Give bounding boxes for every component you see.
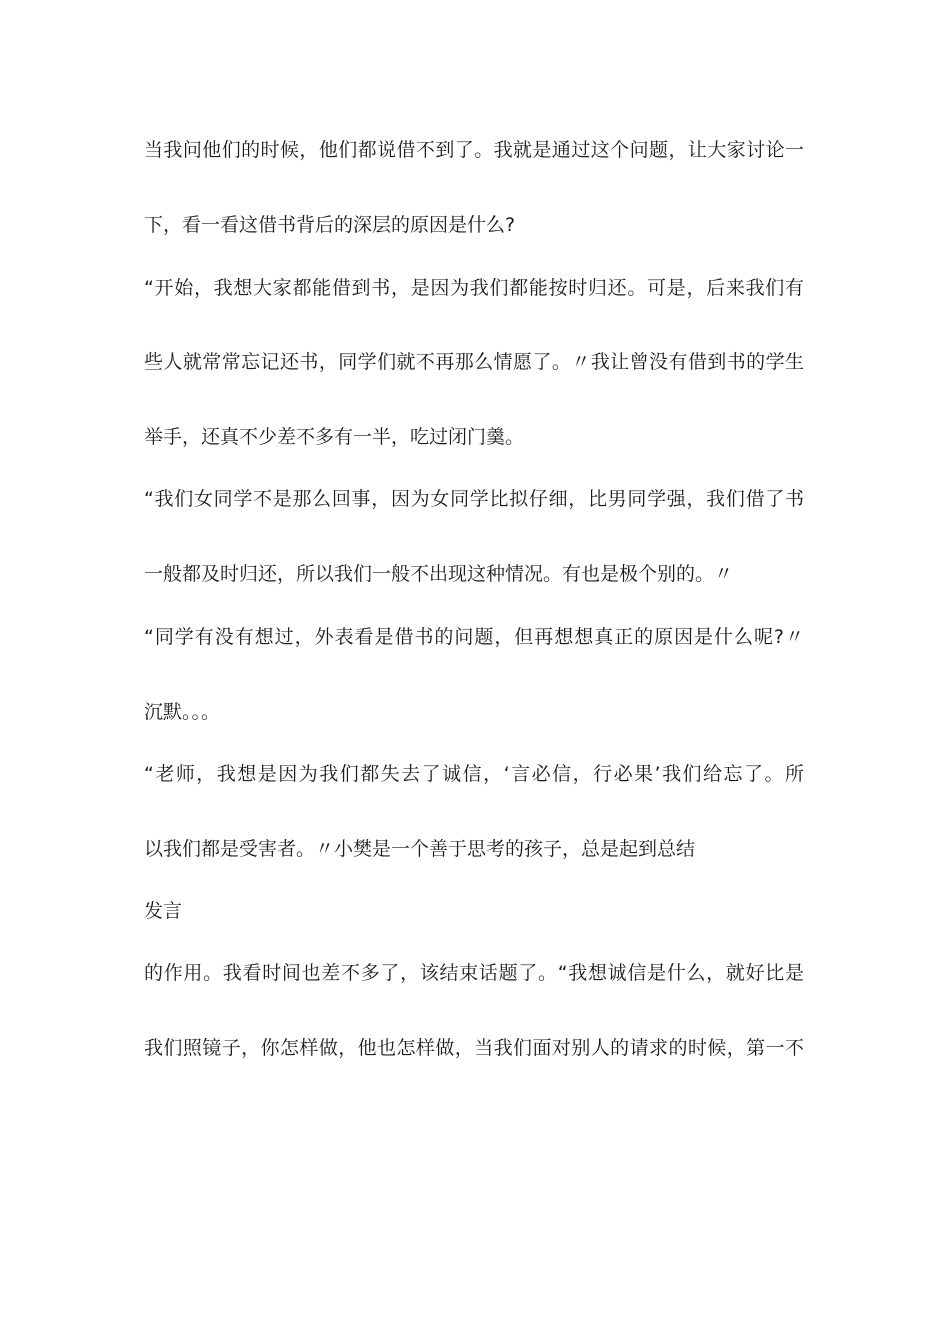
- text-line-11: 以我们都是受害者。〃小樊是一个善于思考的孩子，总是起到总结: [144, 838, 696, 860]
- text-line-10: “老师，我想是因为我们都失去了诚信，‘言必信，行必果’我们给忘了。所: [144, 763, 804, 785]
- text-line-8: “同学有没有想过，外表看是借书的问题，但再想想真正的原因是什么呢?〃: [144, 626, 804, 648]
- text-line-5: 举手，还真不少差不多有一半，吃过闭门羹。: [144, 426, 525, 448]
- text-line-3: “开始，我想大家都能借到书，是因为我们都能按时归还。可是，后来我们有: [144, 277, 804, 299]
- text-line-9: 沉默。。。: [144, 701, 221, 723]
- text-line-6: “我们女同学不是那么回事，因为女同学比拟仔细，比男同学强，我们借了书: [144, 488, 804, 510]
- text-line-12: 发言: [144, 900, 183, 922]
- text-line-14: 我们照镜子，你怎样做，他也怎样做，当我们面对别人的请求的时候，第一不: [144, 1037, 804, 1059]
- text-line-2: 下，看一看这借书背后的深层的原因是什么?: [144, 214, 516, 236]
- text-line-4: 些人就常常忘记还书，同学们就不再那么情愿了。〃我让曾没有借到书的学生: [144, 351, 804, 373]
- text-line-7: 一般都及时归还，所以我们一般不出现这种情况。有也是极个别的。〃: [144, 563, 734, 585]
- text-line-1: 当我问他们的时候，他们都说借不到了。我就是通过这个问题，让大家讨论一: [144, 139, 804, 161]
- text-line-13: 的作用。我看时间也差不多了，该结束话题了。“我想诚信是什么，就好比是: [144, 962, 804, 984]
